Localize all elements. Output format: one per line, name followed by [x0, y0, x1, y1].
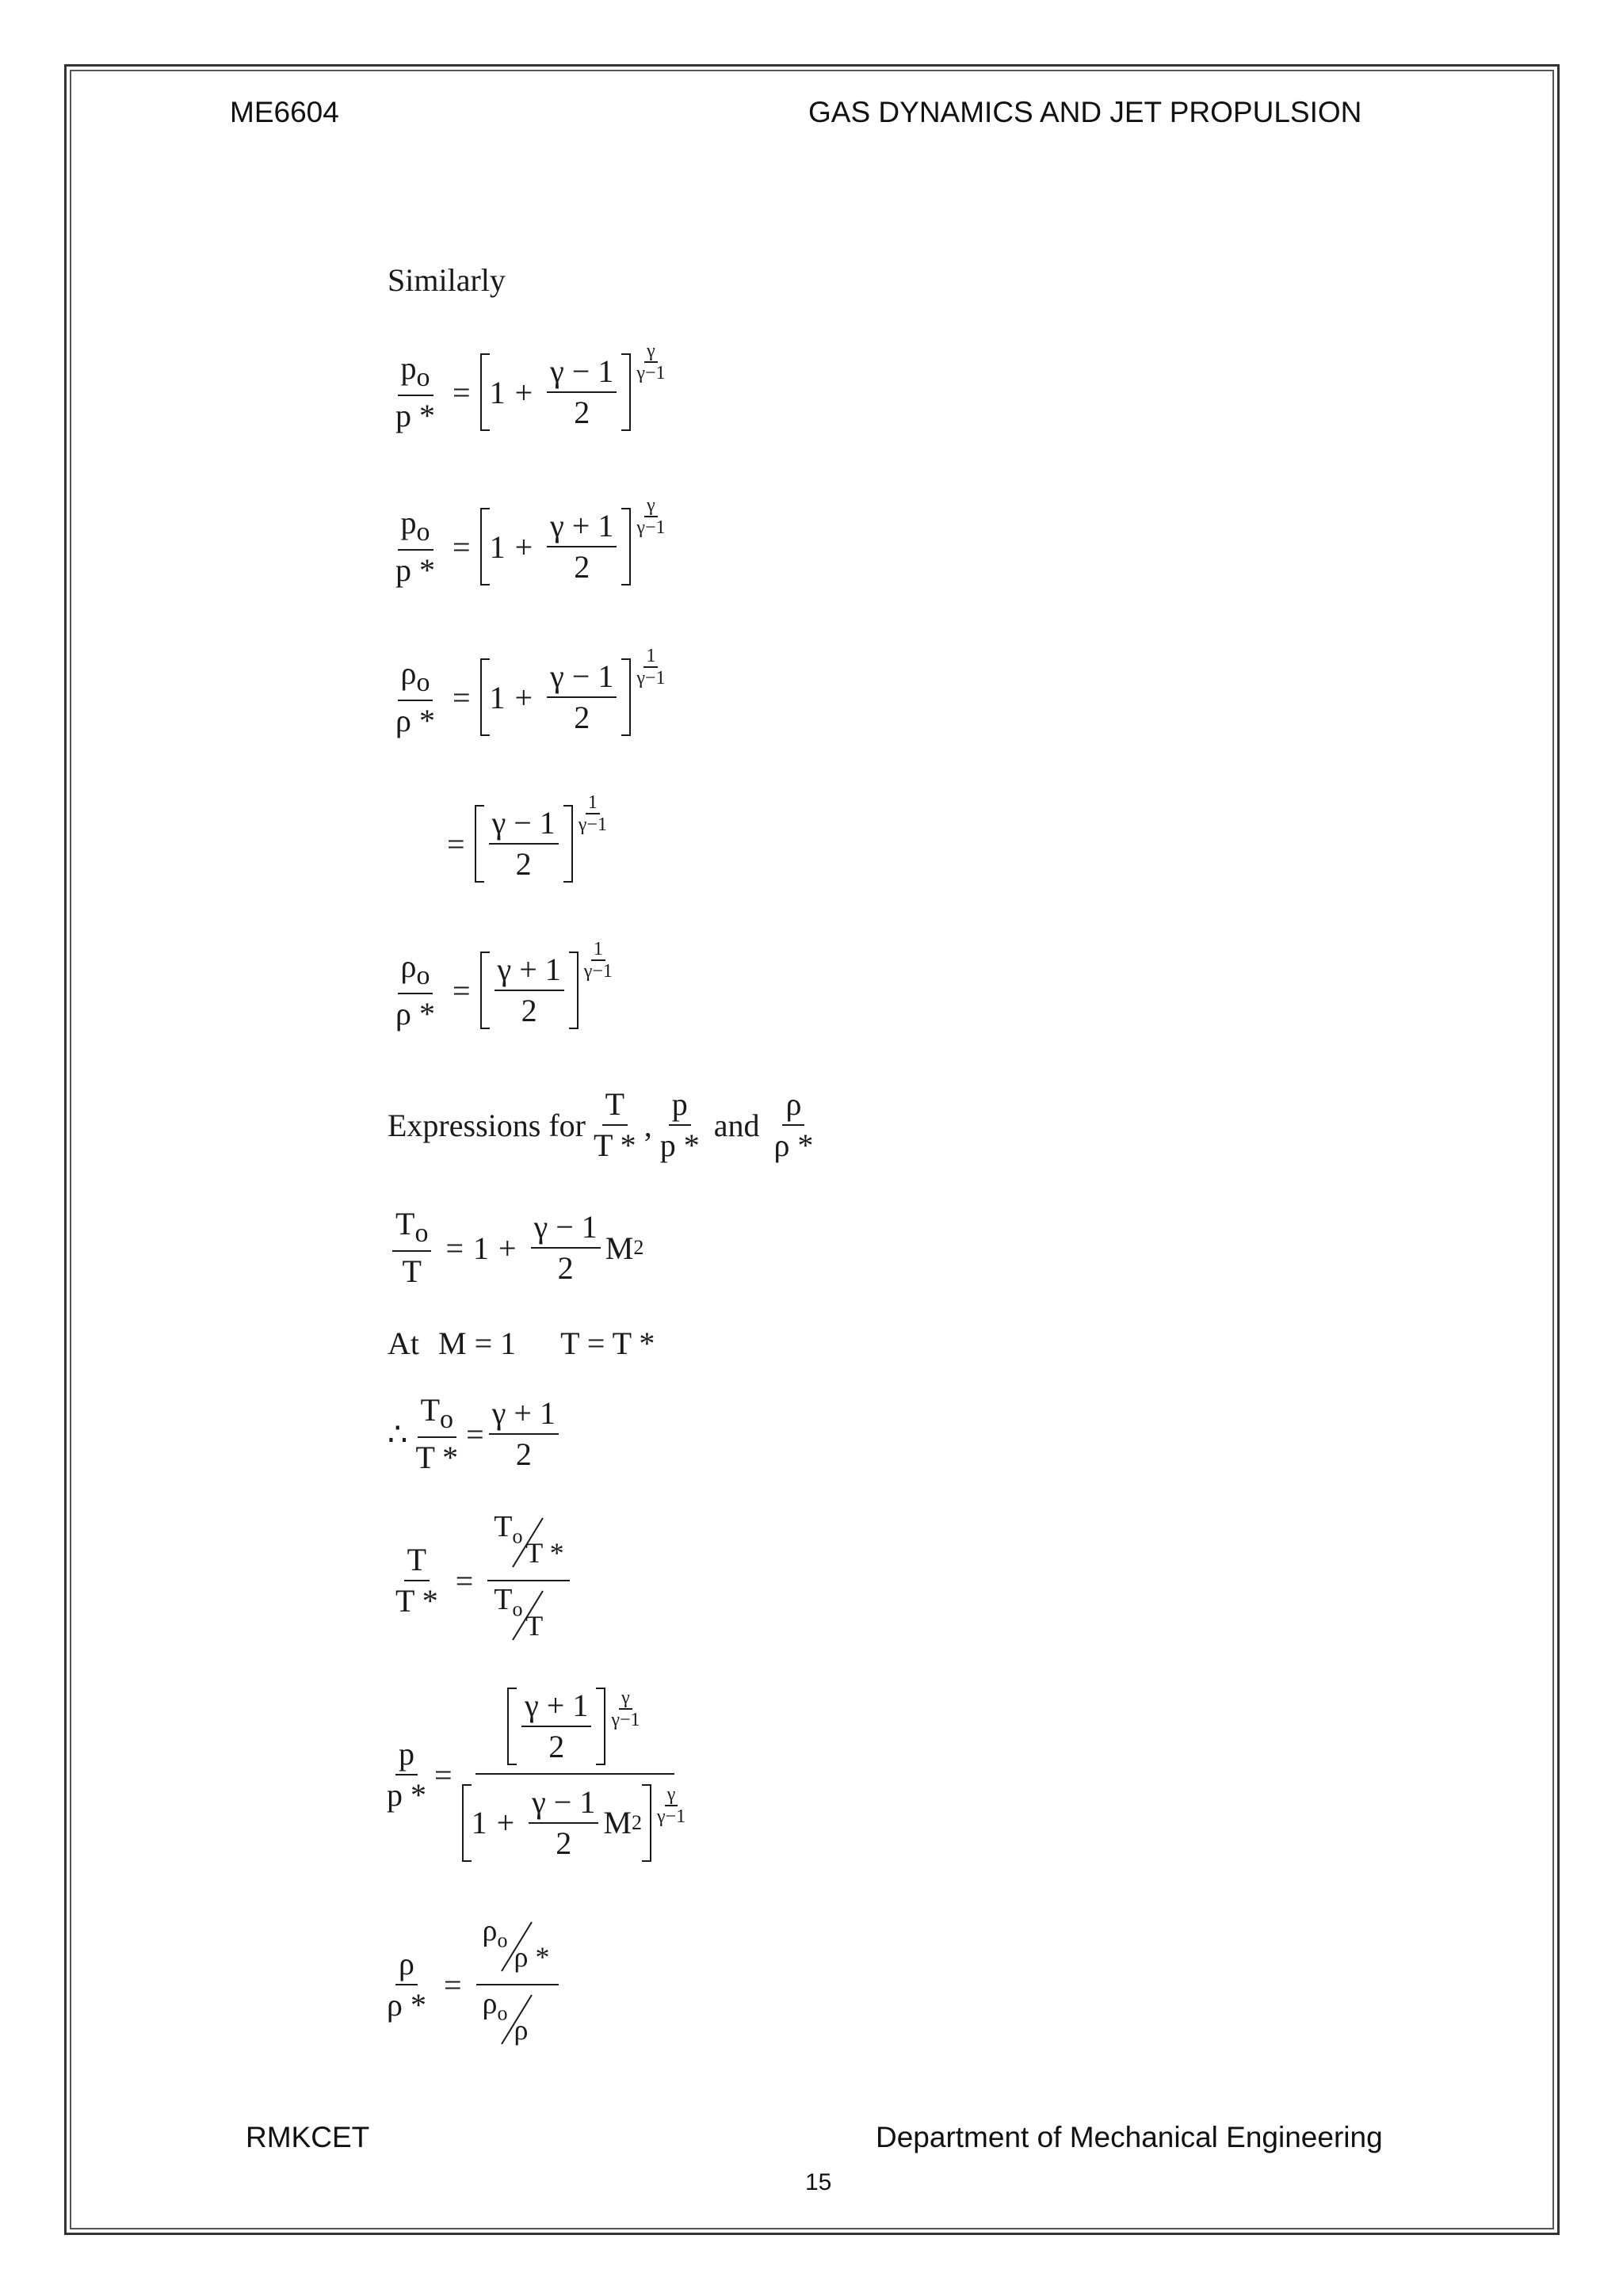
- equation-p0-pstar-1: $\frac{p_o}{p *}$ = 1 + $\frac{\gamma - 1}{2}$ γ γ−1: [388, 341, 668, 444]
- heading-similarly: Similarly: [388, 262, 506, 298]
- footer-department: Department of Mechanical Engineering: [876, 2121, 1383, 2153]
- exponent: γ γ−1: [636, 341, 666, 384]
- equation-rho-rhostar: $\frac{\rho}{\rho *}$ = $\rho_o$ ρ * $\rho_o$ ρ: [379, 1913, 563, 2056]
- fraction: $\frac{p_o}{p *}$: [395, 349, 435, 434]
- heading-expressions-for: Expressions for $\frac{T}{T *}$ , $\frac{p}{p *}$ and $\frac{\rho}{\rho *}$: [388, 1086, 814, 1163]
- bracket: 1 + $\frac{\gamma - 1}{2}$: [480, 353, 632, 431]
- equation-rho-intermediate: = $\frac{\gamma - 1}{2}$ 1 γ−1: [447, 792, 607, 882]
- header-course-code: ME6604: [230, 96, 339, 128]
- equation-t0-t: $\frac{T_o}{T}$ = 1 + $\frac{\gamma - 1}{2}$ M 2: [388, 1204, 643, 1291]
- equation-p0-pstar-2: $\frac{p_o}{p *}$ = 1 + $\frac{\gamma + 1}{2}$ γ γ−1: [395, 495, 666, 589]
- page-number: 15: [805, 2169, 832, 2195]
- footer-institution: RMKCET: [246, 2121, 370, 2153]
- equation-t-tstar: $\frac{T}{T *}$ = $T_o$ T * $T_o$ T: [388, 1509, 575, 1652]
- condition-sonic: At M = 1 T = T *: [388, 1325, 655, 1361]
- equation-rho0-rhostar-1: $\frac{\rho_o}{\rho *}$ = 1 + $\frac{\gamma - 1}{2}$ 1 γ−1: [395, 646, 666, 739]
- equation-t0-tstar: ∴ $\frac{T_o}{T *}$ = $\frac{\gamma + 1}{2}$: [388, 1390, 563, 1478]
- header-course-title: GAS DYNAMICS AND JET PROPULSION: [808, 96, 1362, 128]
- equation-rho0-rhostar-2: $\frac{\rho_o}{\rho *}$ = $\frac{\gamma + 1}{2}$ 1 γ−1: [395, 939, 613, 1032]
- equation-p-pstar: $\frac{p}{p *}$ = $\frac{\gamma + 1}{2}$ γ γ−1 1 + $\frac{\gamma - 1}{2}$ M 2 γ γ−1: [387, 1688, 686, 1861]
